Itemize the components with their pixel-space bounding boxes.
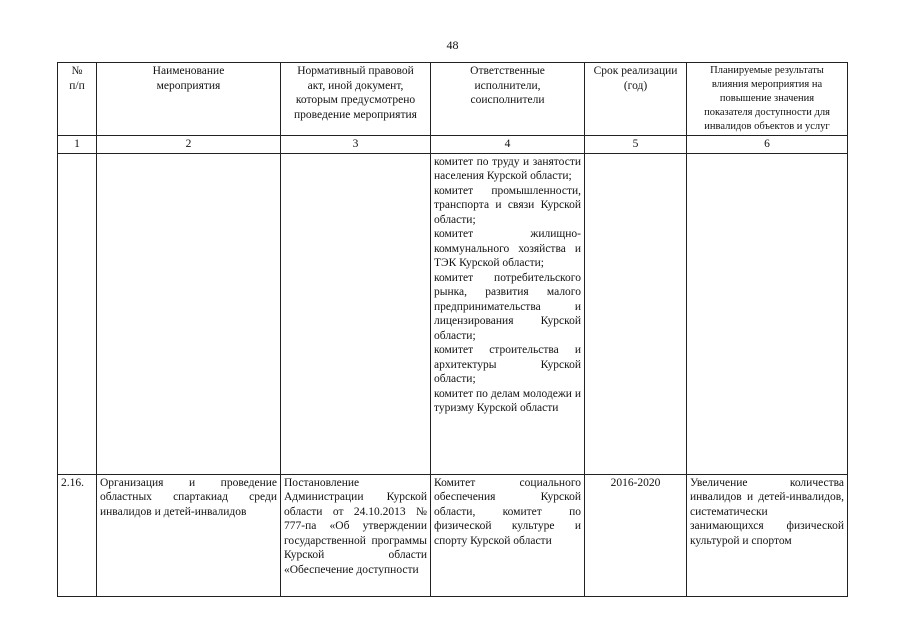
header-cell-executors: Ответственные исполнители, соисполнители — [431, 63, 585, 136]
header-cell-period: Срок реализации (год) — [585, 63, 687, 136]
cell-legal-act — [281, 153, 431, 474]
cell-name: Организация и проведение областных спартакиад среди инвалидов и детей-инвалидов — [97, 474, 281, 596]
column-number: 1 — [58, 136, 97, 154]
header-cell-number: № п/п — [58, 63, 97, 136]
measures-table — [57, 62, 848, 597]
table-row-2-16 — [58, 474, 848, 596]
cell-number — [58, 153, 97, 474]
column-number-row — [58, 136, 848, 154]
header-cell-results: Планируемые результаты влияния мероприятия на повышение значения показателя доступности для инвалидов объектов и услуг — [687, 63, 848, 136]
column-number: 6 — [687, 136, 848, 154]
cell-number: 2.16. — [58, 474, 97, 596]
header-cell-legal-act: Нормативный правовой акт, иной документ, которым предусмотрено проведение мероприятия — [281, 63, 431, 136]
column-number: 3 — [281, 136, 431, 154]
cell-results — [687, 153, 848, 474]
cell-legal-act: Постановление Администрации Курской области от 24.10.2013 № 777-па «Об утверждении государственной программы Курской области «Обеспечение доступности — [281, 474, 431, 596]
cell-results: Увеличение количества инвалидов и детей-инвалидов, систематически занимающихся физической культурой и спортом — [687, 474, 848, 596]
column-number: 5 — [585, 136, 687, 154]
page-number: 48 — [446, 38, 459, 52]
table-row-continuation — [58, 153, 848, 474]
cell-period: 2016-2020 — [585, 474, 687, 596]
column-number: 2 — [97, 136, 281, 154]
cell-period — [585, 153, 687, 474]
header-row — [58, 63, 848, 136]
cell-executors: комитет по труду и занятости населения Курской области; комитет промышленности, транспорта и связи Курской области; комитет жилищно-коммунального хозяйства и ТЭК Курской области; комитет потребительского рынка, развития малого предпринимательства и лицензирования Курской области; комитет строительства и архитектуры Курской области; комитет по делам молодежи и туризму Курской области — [431, 153, 585, 474]
cell-executors: Комитет социального обеспечения Курской области, комитет по физической культуре и спорту Курской области — [431, 474, 585, 596]
header-cell-name: Наименование мероприятия — [97, 63, 281, 136]
column-number: 4 — [431, 136, 585, 154]
cell-name — [97, 153, 281, 474]
